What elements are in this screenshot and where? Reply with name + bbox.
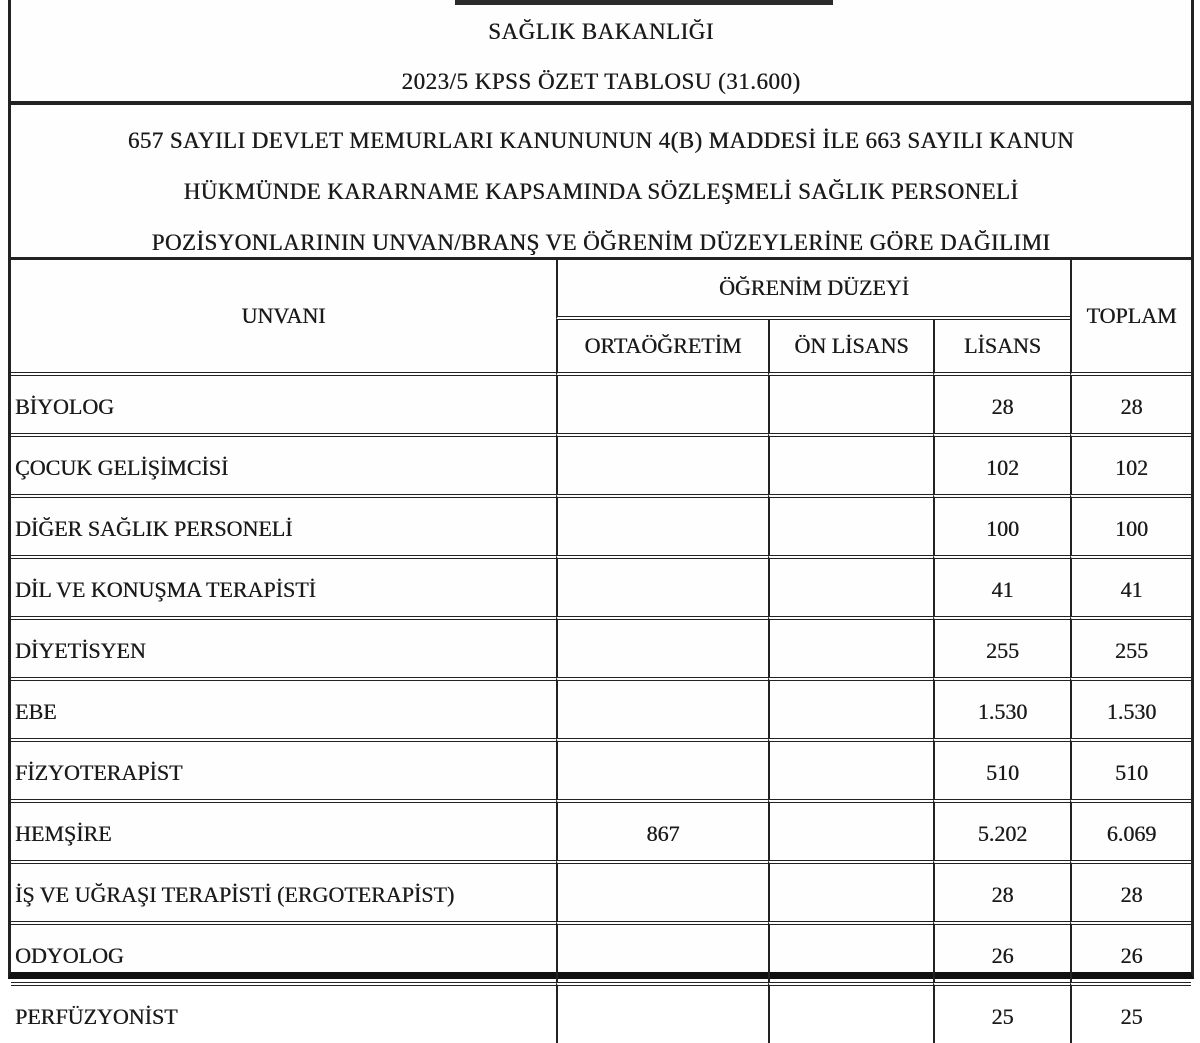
on-lisans-cell — [768, 616, 933, 677]
ortaogretim-cell — [556, 433, 768, 494]
on-lisans-cell — [768, 677, 933, 738]
toplam-cell: 41 — [1070, 555, 1191, 616]
description-line-3: POZİSYONLARININ UNVAN/BRANŞ VE ÖĞRENİM DÜZEYLERİNE GÖRE DAĞILIMI — [151, 230, 1051, 255]
ortaogretim-cell — [556, 860, 768, 921]
unvan-cell: İŞ VE UĞRAŞI TERAPİSTİ (ERGOTERAPİST) — [11, 860, 556, 921]
description-line-1: 657 SAYILI DEVLET MEMURLARI KANUNUNUN 4(B) MADDESİ İLE 663 SAYILI KANUN — [127, 128, 1075, 153]
unvan-cell: DİĞER SAĞLIK PERSONELİ — [11, 494, 556, 555]
on-lisans-cell — [768, 982, 933, 1043]
page-title: SAĞLIK BAKANLIĞI — [488, 19, 714, 44]
unvan-cell: FİZYOTERAPİST — [11, 738, 556, 799]
table-row — [11, 376, 1191, 433]
on-lisans-cell — [768, 555, 933, 616]
ortaogretim-cell — [556, 555, 768, 616]
kpss-summary-table — [11, 260, 1191, 1043]
unvan-cell: ODYOLOG — [11, 921, 556, 982]
toplam-cell: 26 — [1070, 921, 1191, 982]
lisans-cell: 102 — [933, 433, 1070, 494]
table-row — [11, 921, 1191, 982]
toplam-cell: 28 — [1070, 376, 1191, 433]
table-row — [11, 616, 1191, 677]
unvan-cell: BİYOLOG — [15, 393, 114, 419]
description-line-2: HÜKMÜNDE KARARNAME KAPSAMINDA SÖZLEŞMELİ SAĞLIK PERSONELİ — [183, 179, 1019, 204]
table-row — [11, 738, 1191, 799]
description-block — [11, 105, 1191, 260]
toplam-cell: 6.069 — [1070, 799, 1191, 860]
table-row — [11, 494, 1191, 555]
ortaogretim-cell — [556, 494, 768, 555]
unvan-cell: DİYETİSYEN — [11, 616, 556, 677]
lisans-cell: 25 — [933, 982, 1070, 1043]
lisans-cell: 5.202 — [933, 799, 1070, 860]
column-header-on-lisans: ÖN LİSANS — [768, 320, 933, 376]
document-frame — [8, 0, 1194, 1029]
ortaogretim-cell — [556, 616, 768, 677]
ortaogretim-cell — [556, 921, 768, 982]
title-block — [11, 0, 1191, 105]
table-row — [11, 799, 1191, 860]
on-lisans-cell — [768, 494, 933, 555]
on-lisans-cell — [768, 376, 933, 433]
toplam-cell: 102 — [1070, 433, 1191, 494]
table-row — [11, 555, 1191, 616]
ortaogretim-cell — [556, 376, 768, 433]
lisans-cell: 1.530 — [933, 677, 1070, 738]
toplam-cell: 1.530 — [1070, 677, 1191, 738]
column-header-ortaogretim: ORTAÖĞRETİM — [556, 320, 768, 376]
table-row — [11, 860, 1191, 921]
ortaogretim-cell — [556, 738, 768, 799]
toplam-cell: 25 — [1070, 982, 1191, 1043]
toplam-cell: 100 — [1070, 494, 1191, 555]
unvan-cell: DİL VE KONUŞMA TERAPİSTİ — [11, 555, 556, 616]
column-header-unvani: UNVANI — [11, 260, 556, 376]
ortaogretim-cell — [556, 982, 768, 1043]
unvan-cell: ÇOCUK GELİŞİMCİSİ — [11, 433, 556, 494]
table-row — [11, 677, 1191, 738]
on-lisans-cell — [768, 921, 933, 982]
on-lisans-cell — [768, 860, 933, 921]
ortaogretim-cell: 867 — [556, 799, 768, 860]
on-lisans-cell — [768, 433, 933, 494]
column-header-toplam: TOPLAM — [1070, 260, 1191, 376]
toplam-cell: 510 — [1070, 738, 1191, 799]
on-lisans-cell — [768, 799, 933, 860]
page-subtitle: 2023/5 KPSS ÖZET TABLOSU (31.600) — [401, 69, 801, 94]
toplam-cell: 28 — [1070, 860, 1191, 921]
lisans-cell: 100 — [933, 494, 1070, 555]
lisans-cell: 28 — [933, 376, 1070, 433]
on-lisans-cell — [768, 738, 933, 799]
lisans-cell: 26 — [933, 921, 1070, 982]
ortaogretim-cell — [556, 677, 768, 738]
table-row — [11, 433, 1191, 494]
lisans-cell: 255 — [933, 616, 1070, 677]
column-header-lisans: LİSANS — [933, 320, 1070, 376]
lisans-cell: 41 — [933, 555, 1070, 616]
table-row — [11, 982, 1191, 1043]
unvan-cell: HEMŞİRE — [11, 799, 556, 860]
lisans-cell: 28 — [933, 860, 1070, 921]
unvan-cell: PERFÜZYONİST — [11, 982, 556, 1043]
unvan-cell: EBE — [11, 677, 556, 738]
lisans-cell: 510 — [933, 738, 1070, 799]
column-header-ogrenim-duzeyi: ÖĞRENİM DÜZEYİ — [556, 260, 1070, 320]
toplam-cell: 255 — [1070, 616, 1191, 677]
